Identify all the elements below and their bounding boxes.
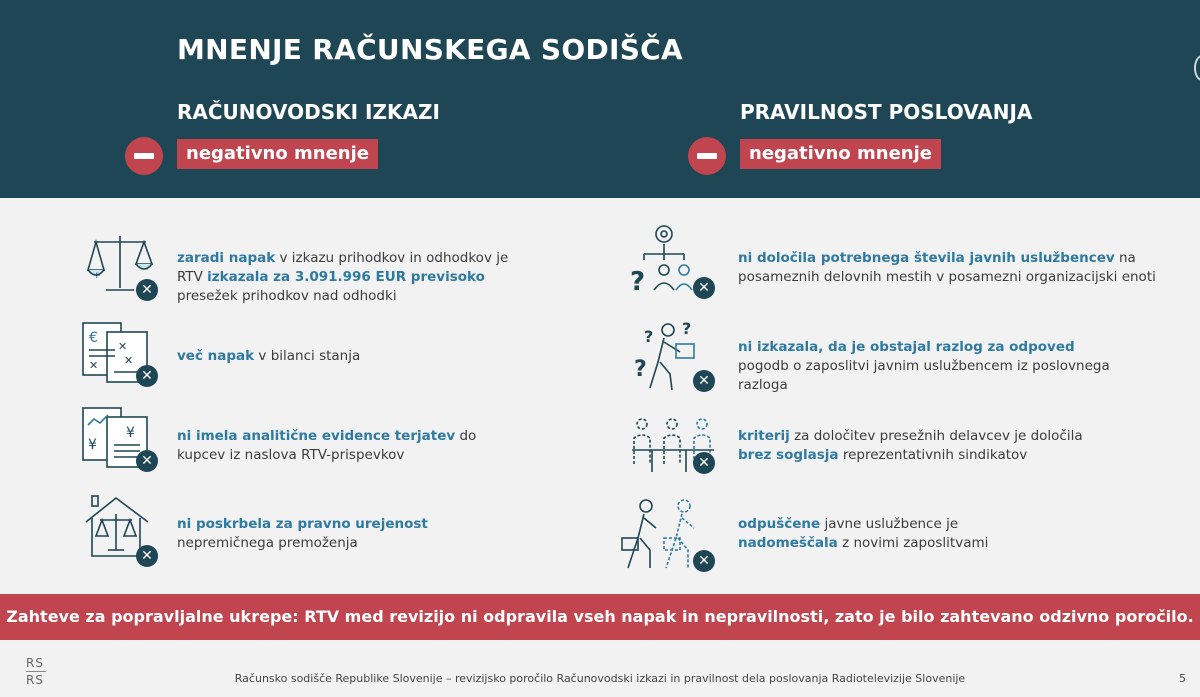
svg-text:+: + [93,271,101,281]
svg-text:?: ? [644,327,654,346]
svg-text:✕: ✕ [124,354,134,367]
right-item-4: odpuščene javne uslužbence je nadomeščala z novimi zaposlitvami [738,516,989,551]
left-item-2: več napak v bilanci stanja [177,348,361,364]
svg-text:¥: ¥ [126,425,135,441]
x-mark-icon: ✕ [693,452,715,474]
left-heading: RAČUNOVODSKI IZKAZI [177,100,440,124]
header-band [0,0,1200,198]
left-item-1: zaradi napak v izkazu prihodkov in odhodkov je RTV izkazala za 3.091.996 EUR previsoko presežek prihodkov nad odhodki [177,250,509,304]
svg-text:?: ? [634,357,647,382]
right-opinion-badge: negativno mnenje [740,139,941,169]
x-mark-icon: ✕ [693,370,715,392]
x-mark-icon: ✕ [693,277,715,299]
corrective-measures-banner: Zahteve za popravljalne ukrepe: RTV med revizijo ni odpravila vseh napak in nepravilnosti, zato je bilo zahtevano odzivno poročilo. [0,594,1200,640]
left-item-4: ni poskrbela za pravno urejenost nepremičnega premoženja [177,516,428,551]
right-item-1: ni določila potrebnega števila javnih uslužbencev na posameznih delovnih mestih v posamezni organizacijski enoti [738,250,1156,285]
x-mark-icon: ✕ [136,450,158,472]
footer-text: Računsko sodišče Republike Slovenije – revizijsko poročilo Računovodski izkazi in pravilnost dela poslovanja Radiotelevizije Slovenije [234,672,966,685]
svg-text:−: − [141,265,149,275]
x-mark-icon: ✕ [136,279,158,301]
svg-text:?: ? [682,319,692,338]
right-item-3: kriterij za določitev presežnih delavcev je določila brez soglasja reprezentativnih sindikatov [738,428,1083,463]
page-title: MNENJE RAČUNSKEGA SODIŠČA [177,33,684,66]
svg-text:✕: ✕ [89,359,99,372]
dismissal-icon [632,318,704,398]
x-mark-icon: ✕ [136,545,158,567]
minus-icon [125,137,163,175]
minus-icon [688,137,726,175]
right-item-2: ni izkazala, da je obstajal razlog za odpoved pogodb o zaposlitvi javnim uslužbencem iz poslovnega razloga [738,339,1110,393]
rs-logo: RS RS [26,656,46,687]
left-item-3: ni imela analitične evidence terjatev do kupcev iz naslova RTV-prispevkov [177,428,477,463]
x-mark-icon: ✕ [693,550,715,572]
svg-text:¥: ¥ [88,437,97,453]
svg-text:€: € [89,330,98,346]
svg-text:✕: ✕ [118,340,128,353]
page-number: 5 [1179,672,1186,685]
org-structure-icon [626,220,702,300]
left-opinion-badge: negativno mnenje [177,139,378,169]
x-mark-icon: ✕ [136,365,158,387]
right-heading: PRAVILNOST POSLOVANJA [740,100,1033,124]
svg-text:?: ? [630,267,646,296]
